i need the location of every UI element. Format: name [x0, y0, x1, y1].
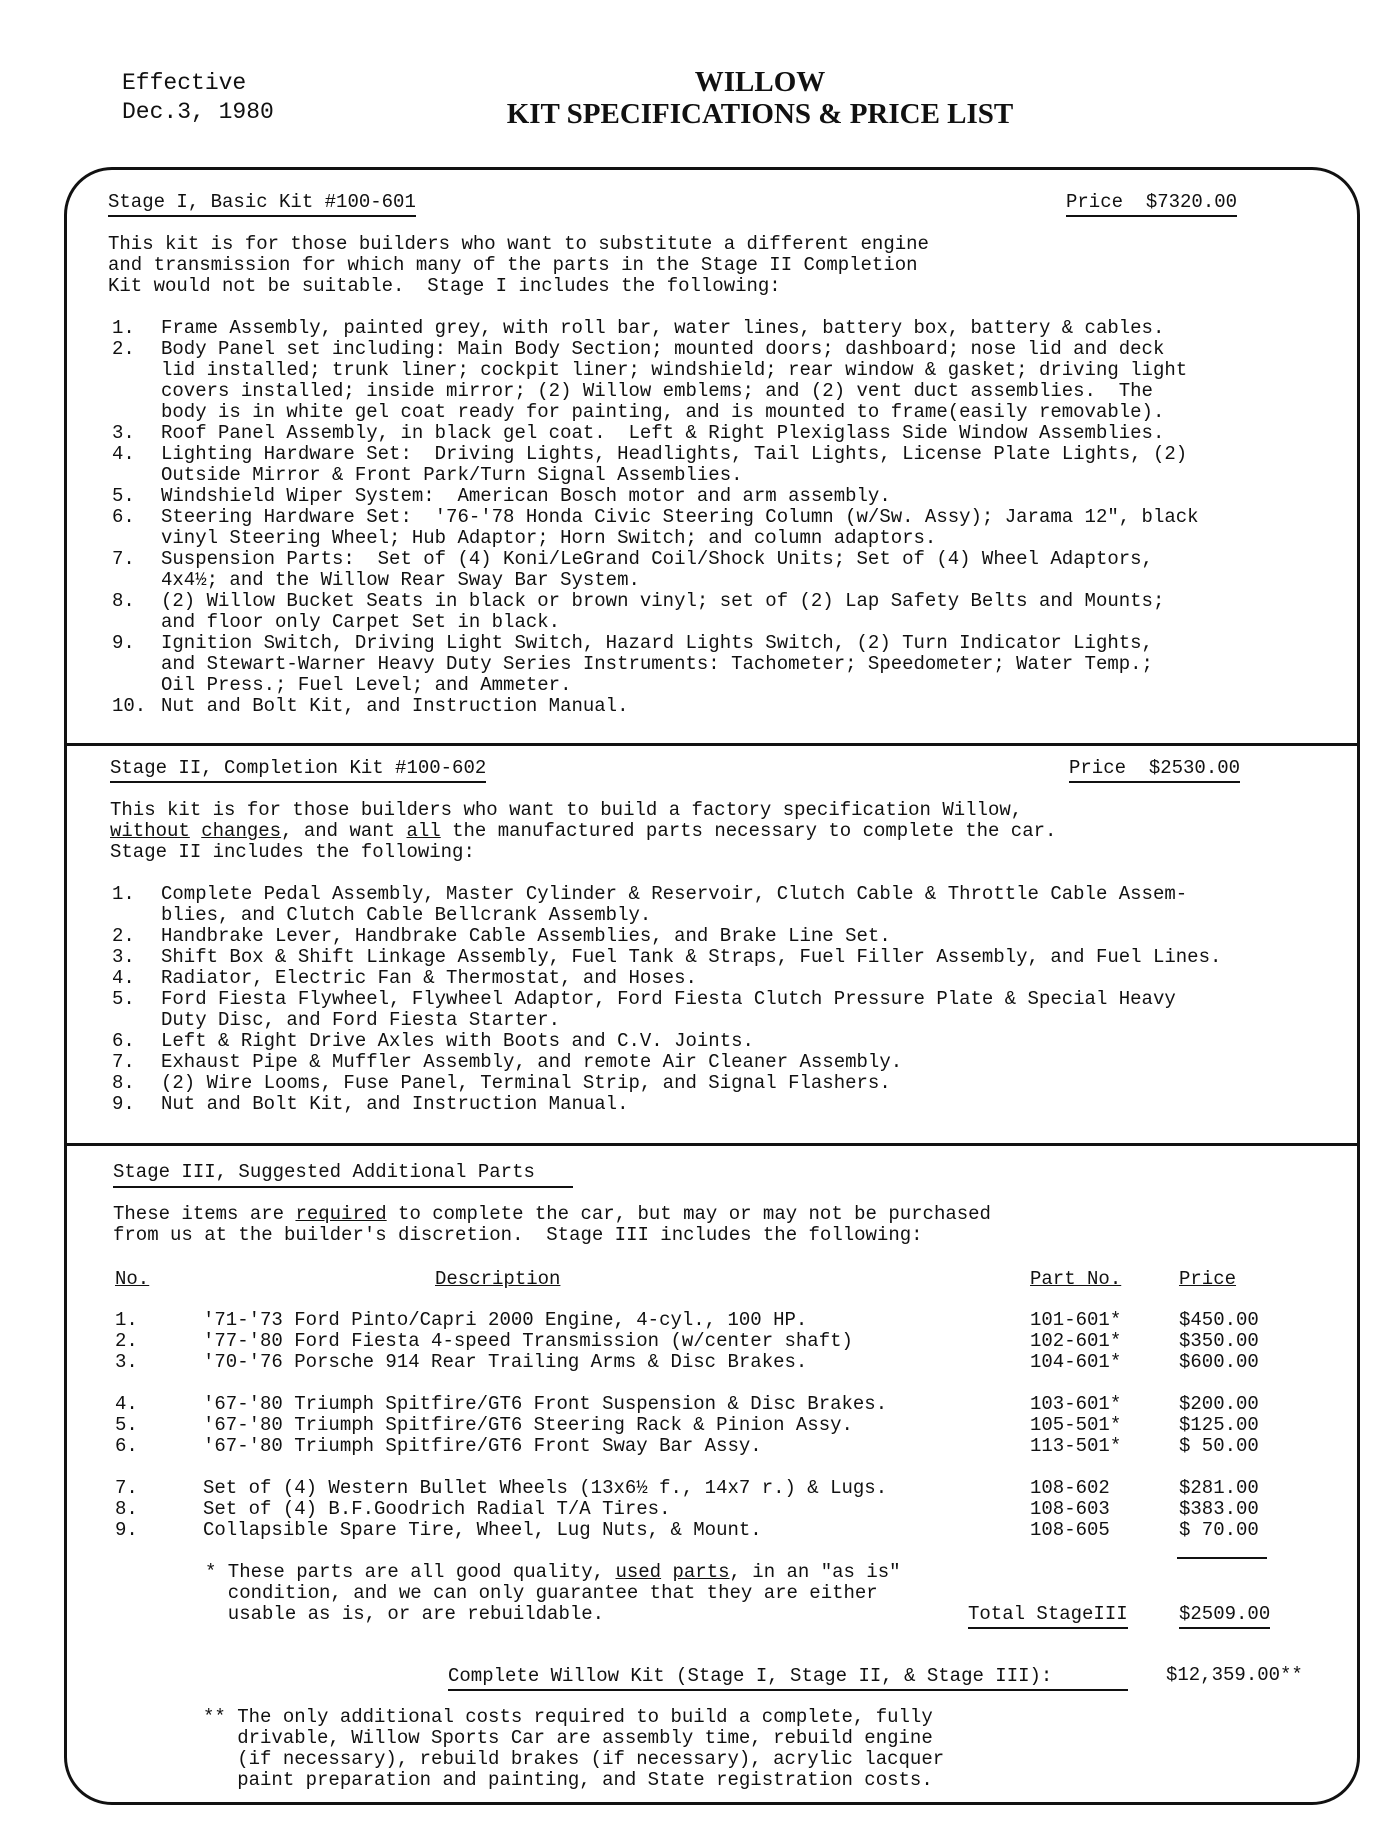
- title-line-2: KIT SPECIFICATIONS & PRICE LIST: [506, 98, 1014, 130]
- part-desc: '71-'73 Ford Pinto/Capri 2000 Engine, 4-cyl., 100 HP.: [203, 1309, 808, 1331]
- part-part: 108-605: [1030, 1519, 1110, 1541]
- part-desc: Set of (4) B.F.Goodrich Radial T/A Tires.: [203, 1498, 671, 1520]
- list-item-text: Radiator, Electric Fan & Thermostat, and Hoses.: [161, 967, 697, 989]
- stage2-intro-line-a: This kit is for those builders who want to build a factory specification Willow,: [110, 799, 1023, 821]
- stage3-intro: [113, 1204, 991, 1246]
- stage1-price: Price $7320.00: [1066, 191, 1237, 217]
- list-item-text: (2) Willow Bucket Seats in black or brown vinyl; set of (2) Lap Safety Belts and Mounts; and floor only Carpet Set in black.: [161, 590, 1165, 633]
- list-item: [112, 1073, 1221, 1094]
- part-price: $ 50.00: [1179, 1435, 1259, 1457]
- complete-kit-label: Complete Willow Kit (Stage I, Stage II, & Stage III):: [448, 1665, 1128, 1691]
- stage2-price: Price $2530.00: [1069, 757, 1240, 783]
- complete-kit-value: $12,359.00**: [1166, 1664, 1303, 1686]
- stage2-intro-without: without: [110, 820, 190, 842]
- list-item-number: 4.: [112, 967, 135, 989]
- part-price: $350.00: [1179, 1330, 1259, 1352]
- part-price: $200.00: [1179, 1393, 1259, 1415]
- list-item: [112, 318, 1199, 339]
- list-item-number: 5.: [112, 988, 135, 1010]
- list-item-number: 7.: [112, 1051, 135, 1073]
- list-item-text: Steering Hardware Set: '76-'78 Honda Civic Steering Column (w/Sw. Assy); Jarama 12", black vinyl Steering Wheel; Hub Adaptor; Horn Switch; and column adaptors.: [161, 506, 1199, 549]
- part-num: 3.: [115, 1351, 138, 1373]
- part-desc: '67-'80 Triumph Spitfire/GT6 Front Sway Bar Assy.: [203, 1435, 762, 1457]
- effective-label: Effective: [122, 70, 247, 96]
- part-num: 6.: [115, 1435, 138, 1457]
- list-item-number: 9.: [112, 632, 135, 654]
- list-item-number: 6.: [112, 1030, 135, 1052]
- note-b: condition, and we can only guarantee that they are either: [205, 1582, 878, 1604]
- list-item: [112, 591, 1199, 633]
- part-part: 108-603: [1030, 1498, 1110, 1520]
- part-desc: '67-'80 Triumph Spitfire/GT6 Front Suspension & Disc Brakes.: [203, 1393, 888, 1415]
- list-item: [112, 926, 1221, 947]
- part-price: $600.00: [1179, 1351, 1259, 1373]
- list-item-text: Shift Box & Shift Linkage Assembly, Fuel Tank & Straps, Fuel Filler Assembly, and Fuel Lines.: [161, 946, 1222, 968]
- list-item: [112, 696, 1199, 717]
- stage2-intro-end: the manufactured parts necessary to complete the car.: [440, 820, 1057, 842]
- list-item: [112, 1052, 1221, 1073]
- list-item: [112, 947, 1221, 968]
- list-item-text: Left & Right Drive Axles with Boots and C.V. Joints.: [161, 1030, 754, 1052]
- stage3-total-label: Total StageIII: [968, 1603, 1128, 1629]
- list-item: [112, 1094, 1221, 1115]
- note-parts: parts: [672, 1561, 730, 1583]
- list-item-text: Handbrake Lever, Handbrake Cable Assemblies, and Brake Line Set.: [161, 925, 891, 947]
- list-item: [112, 423, 1199, 444]
- part-num: 1.: [115, 1309, 138, 1331]
- table-row: [115, 1331, 1299, 1352]
- part-part: 108-602: [1030, 1477, 1110, 1499]
- list-item-number: 3.: [112, 946, 135, 968]
- stage1-heading: Stage I, Basic Kit #100-601: [108, 191, 416, 217]
- part-num: 5.: [115, 1414, 138, 1436]
- part-desc: '70-'76 Porsche 914 Rear Trailing Arms & Disc Brakes.: [203, 1351, 808, 1373]
- table-row: [115, 1520, 1299, 1541]
- part-num: 4.: [115, 1393, 138, 1415]
- list-item-text: Ignition Switch, Driving Light Switch, Hazard Lights Switch, (2) Turn Indicator Lights, and Stewart-Warner Heavy Duty Series Instruments: Tachometer; Speedometer; Water Temp.; Oil Press.; Fuel Level; and Ammeter.: [161, 632, 1153, 696]
- list-item-text: Frame Assembly, painted grey, with roll bar, water lines, battery box, battery & cables.: [161, 317, 1165, 339]
- list-item-text: Suspension Parts: Set of (4) Koni/LeGrand Coil/Shock Units; Set of (4) Wheel Adaptors, 4x4½; and the Willow Rear Sway Bar System.: [161, 548, 1153, 591]
- list-item-number: 7.: [112, 548, 135, 570]
- list-item: [112, 989, 1221, 1031]
- list-item-text: Nut and Bolt Kit, and Instruction Manual.: [161, 1093, 629, 1115]
- column-header-part-no: Part No.: [1030, 1268, 1122, 1290]
- list-item-text: (2) Wire Looms, Fuse Panel, Terminal Strip, and Signal Flashers.: [161, 1072, 891, 1094]
- stage3-total-value: $2509.00: [1179, 1603, 1270, 1629]
- list-item-number: 6.: [112, 506, 135, 528]
- note-used: used: [615, 1561, 662, 1583]
- note-a4: , in an "as is": [729, 1561, 901, 1583]
- list-item: [112, 1031, 1221, 1052]
- list-item: [112, 507, 1199, 549]
- part-part: 104-601*: [1030, 1351, 1122, 1373]
- stage2-intro-changes: changes: [201, 820, 282, 842]
- list-item-text: Ford Fiesta Flywheel, Flywheel Adaptor, Ford Fiesta Clutch Pressure Plate & Special Heavy Duty Disc, and Ford Fiesta Starter.: [161, 988, 1176, 1031]
- part-part: 103-601*: [1030, 1393, 1122, 1415]
- list-item-number: 2.: [112, 925, 135, 947]
- used-parts-note: [205, 1562, 901, 1625]
- title-line-1: WILLOW: [694, 66, 826, 98]
- stage-divider-2: [64, 1143, 1360, 1146]
- stage2-intro-all: all: [406, 820, 441, 842]
- note-a1: * These parts are all good quality,: [205, 1561, 616, 1583]
- list-item: [112, 968, 1221, 989]
- list-item: [112, 549, 1199, 591]
- part-desc: Set of (4) Western Bullet Wheels (13x6½ f., 14x7 r.) & Lugs.: [203, 1477, 888, 1499]
- stage3-intro-a3: to complete the car, but may or may not be purchased: [386, 1203, 991, 1225]
- table-row: [115, 1310, 1299, 1331]
- column-header-no: No.: [115, 1268, 150, 1290]
- list-item-number: 1.: [112, 883, 135, 905]
- table-row: [115, 1415, 1299, 1436]
- part-price: $281.00: [1179, 1477, 1259, 1499]
- part-desc: Collapsible Spare Tire, Wheel, Lug Nuts, & Mount.: [203, 1519, 762, 1541]
- group-spacer: [115, 1457, 1299, 1478]
- column-header-description: Description: [435, 1268, 561, 1290]
- list-item-text: Windshield Wiper System: American Bosch motor and arm assembly.: [161, 485, 891, 507]
- list-item-text: Complete Pedal Assembly, Master Cylinder & Reservoir, Clutch Cable & Throttle Cable Assem- blies, and Clutch Cable Bellcrank Assembly.: [161, 883, 1188, 926]
- list-item: [112, 633, 1199, 696]
- stage3-intro-required: required: [295, 1203, 387, 1225]
- list-item-text: Roof Panel Assembly, in black gel coat. Left & Right Plexiglass Side Window Assemblies.: [161, 422, 1165, 444]
- document-title: [440, 66, 1080, 130]
- subtotal-rule: [1177, 1557, 1267, 1559]
- stage3-heading: Stage III, Suggested Additional Parts: [113, 1161, 535, 1183]
- list-item-text: Exhaust Pipe & Muffler Assembly, and remote Air Cleaner Assembly.: [161, 1051, 903, 1073]
- list-item: [112, 884, 1221, 926]
- part-price: $450.00: [1179, 1309, 1259, 1331]
- table-row: [115, 1394, 1299, 1415]
- table-row: [115, 1352, 1299, 1373]
- part-num: 7.: [115, 1477, 138, 1499]
- stage-divider-1: [64, 743, 1360, 746]
- part-part: 101-601*: [1030, 1309, 1122, 1331]
- stage2-item-list: [112, 884, 1221, 1115]
- list-item-text: Lighting Hardware Set: Driving Lights, Headlights, Tail Lights, License Plate Lights, (2) Outside Mirror & Front Park/Turn Signal Assemblies.: [161, 443, 1188, 486]
- part-desc: '77-'80 Ford Fiesta 4-speed Transmission (w/center shaft): [203, 1330, 853, 1352]
- list-item-text: Nut and Bolt Kit, and Instruction Manual.: [161, 695, 629, 717]
- part-num: 8.: [115, 1498, 138, 1520]
- stage2-intro-line-c: Stage II includes the following:: [110, 841, 475, 863]
- list-item-text: Body Panel set including: Main Body Section; mounted doors; dashboard; nose lid and deck lid installed; trunk liner; cockpit liner; windshield; rear window & gasket; driving light covers installed; inside mirror; (2) Willow emblems; and (2) vent duct assemblies. The body is in white gel coat ready for painting, and is mounted to frame(easily removable).: [161, 338, 1188, 423]
- part-price: $ 70.00: [1179, 1519, 1259, 1541]
- list-item-number: 9.: [112, 1093, 135, 1115]
- table-row: [115, 1478, 1299, 1499]
- table-row: [115, 1499, 1299, 1520]
- footnote: ** The only additional costs required to build a complete, fully drivable, Willow Sports Car are assembly time, rebuild engine (if necessary), rebuild brakes (if necessary), acrylic lacquer paint preparation and painting, and State registration costs.: [203, 1706, 945, 1791]
- table-row: [115, 1436, 1299, 1457]
- stage2-heading: Stage II, Completion Kit #100-602: [110, 757, 486, 783]
- list-item-number: 3.: [112, 422, 135, 444]
- stage3-intro-b: from us at the builder's discretion. Stage III includes the following:: [113, 1224, 923, 1246]
- list-item-number: 2.: [112, 338, 135, 360]
- list-item-number: 8.: [112, 590, 135, 612]
- effective-date: Dec.3, 1980: [122, 99, 274, 125]
- parts-table: [115, 1310, 1299, 1541]
- part-part: 105-501*: [1030, 1414, 1122, 1436]
- group-spacer: [115, 1373, 1299, 1394]
- list-item-number: 1.: [112, 317, 135, 339]
- part-price: $383.00: [1179, 1498, 1259, 1520]
- list-item: [112, 444, 1199, 486]
- part-price: $125.00: [1179, 1414, 1259, 1436]
- stage2-intro-mid: , and want: [281, 820, 407, 842]
- list-item: [112, 486, 1199, 507]
- list-item: [112, 339, 1199, 423]
- stage2-intro: [110, 800, 1056, 863]
- stage1-intro: This kit is for those builders who want to substitute a different engine and transmission for which many of the parts in the Stage II Completion Kit would not be suitable. Stage I includes the following:: [108, 233, 929, 297]
- list-item-number: 8.: [112, 1072, 135, 1094]
- column-header-price: Price: [1179, 1268, 1237, 1290]
- part-part: 102-601*: [1030, 1330, 1122, 1352]
- stage3-intro-a1: These items are: [113, 1203, 296, 1225]
- stage3-heading-rule: [113, 1186, 573, 1188]
- part-num: 2.: [115, 1330, 138, 1352]
- list-item-number: 10.: [112, 695, 147, 717]
- part-num: 9.: [115, 1519, 138, 1541]
- list-item-number: 4.: [112, 443, 135, 465]
- list-item-number: 5.: [112, 485, 135, 507]
- part-part: 113-501*: [1030, 1435, 1122, 1457]
- stage1-item-list: [112, 318, 1199, 717]
- part-desc: '67-'80 Triumph Spitfire/GT6 Steering Rack & Pinion Assy.: [203, 1414, 853, 1436]
- note-c: usable as is, or are rebuildable.: [205, 1603, 605, 1625]
- effective-date-block: [122, 69, 274, 127]
